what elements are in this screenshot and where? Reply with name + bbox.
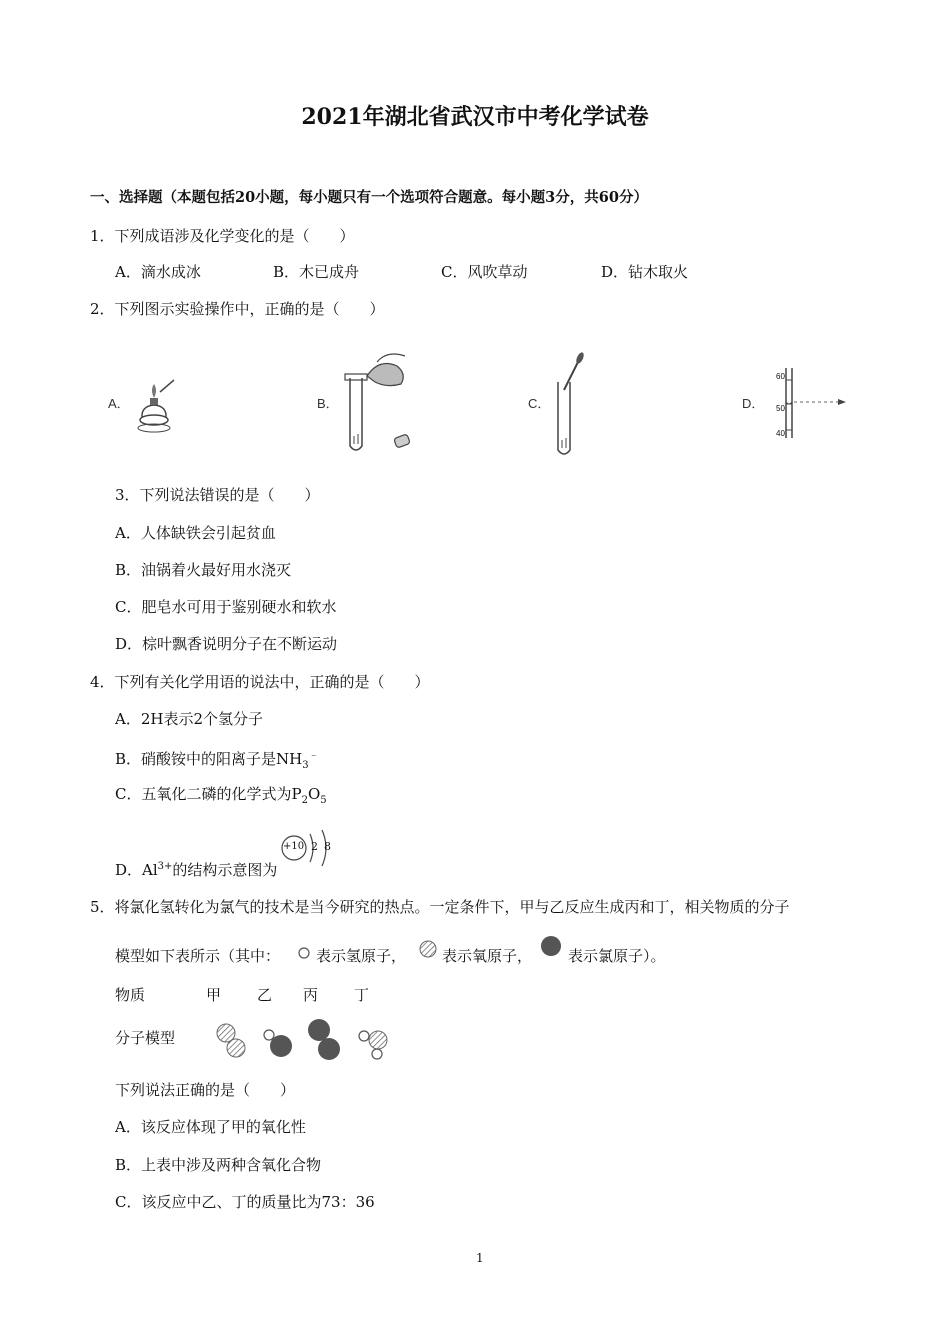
cyl-tick-60: 60: [776, 372, 785, 381]
table-row1-label: 物质: [115, 986, 146, 1004]
q1-option-c: C．风吹草动: [441, 263, 528, 281]
cyl-tick-40: 40: [776, 429, 785, 438]
shell-2-count: 8: [324, 840, 331, 853]
graduated-cylinder-icon: [742, 366, 862, 446]
q1-option-a: A．滴水成冰: [115, 263, 201, 281]
q3-option-d: D．棕叶飘香说明分子在不断运动: [115, 635, 338, 653]
cyl-tick-50: 50: [776, 404, 785, 413]
page-number: 1: [476, 1251, 484, 1265]
q1-stem: 1．下列成语涉及化学变化的是（ ）: [90, 227, 355, 245]
molecule-jia-icon: [212, 1020, 252, 1062]
q4-option-d: D．$Al^{3+}$的结构示意图为: [115, 861, 278, 879]
table-row2-label: 分子模型: [115, 1029, 176, 1047]
molecule-ding-icon: [356, 1024, 392, 1062]
q2-label-b: B．: [317, 396, 339, 411]
q4-option-a: A．2H表示2个氢分子: [115, 710, 264, 728]
q5-option-b: B．上表中涉及两种含氧化合物: [115, 1156, 322, 1174]
oxygen-atom-icon: [418, 939, 438, 959]
q4-stem: 4．下列有关化学用语的说法中，正确的是（ ）: [90, 673, 430, 691]
dropper-test-tube-icon: [528, 350, 608, 460]
q1-option-b: B．木已成舟: [273, 263, 360, 281]
ion-structure-diagram: [280, 826, 340, 870]
q5-stem-line2-d: 表示氯原子）。: [568, 947, 666, 965]
q5-stem-line1: 5．将氯化氢转化为氯气的技术是当今研究的热点。一定条件下，甲与乙反应生成丙和丁，相关物质的分子: [90, 898, 790, 916]
q2-label-d: D．: [742, 396, 765, 411]
section-heading: 一、选择题（本题包括20小题，每小题只有一个选项符合题意。每小题3分，共60分）: [90, 189, 648, 206]
shell-1-count: 2: [311, 840, 318, 853]
molecule-bing-icon: [305, 1018, 345, 1064]
chlorine-atom-icon: [539, 934, 563, 958]
q2-figure-c: [528, 350, 608, 460]
q5-option-a: A．该反应体现了甲的氧化性: [115, 1118, 306, 1136]
q4-option-b: B．硝酸铵中的阳离子是$NH_3^﹣$: [115, 750, 319, 771]
substance-ding: 丁: [354, 986, 370, 1004]
alcohol-lamp-icon: [108, 378, 188, 438]
q5-stem-line2-b: 表示氢原子，: [316, 947, 407, 965]
q3-stem: 3．下列说法错误的是（ ）: [115, 486, 320, 504]
q3-option-b: B．油锅着火最好用水浇灭: [115, 561, 292, 579]
q5-ask: 下列说法正确的是（ ）: [115, 1081, 296, 1099]
q2-figure-d: [742, 366, 862, 446]
q5-option-c: C．该反应中乙、丁的质量比为73：36: [115, 1193, 375, 1211]
q1-option-d: D．钻木取火: [601, 263, 689, 281]
substance-yi: 乙: [257, 986, 273, 1004]
q2-figure-a: [108, 378, 188, 438]
molecule-yi-icon: [259, 1026, 299, 1060]
substance-jia: 甲: [206, 986, 222, 1004]
q2-label-a: A．: [108, 396, 130, 411]
hydrogen-atom-icon: [297, 946, 311, 960]
substance-bing: 丙: [303, 986, 319, 1004]
q5-stem-line2-c: 表示氧原子，: [442, 947, 533, 965]
q2-figure-b: [317, 348, 427, 458]
test-tube-pouring-icon: [317, 348, 427, 458]
nucleus-charge: +10: [283, 841, 305, 852]
q2-stem: 2．下列图示实验操作中，正确的是（ ）: [90, 300, 385, 318]
page-title: 2021年湖北省武汉市中考化学试卷: [301, 104, 649, 130]
q3-option-c: C．肥皂水可用于鉴别硬水和软水: [115, 598, 337, 616]
q5-stem-line2-a: 模型如下表所示（其中：: [115, 947, 281, 965]
q2-label-c: C．: [528, 396, 551, 411]
q3-option-a: A．人体缺铁会引起贫血: [115, 524, 276, 542]
q4-option-c: C．五氧化二磷的化学式为$P_2O_5$: [115, 785, 327, 806]
